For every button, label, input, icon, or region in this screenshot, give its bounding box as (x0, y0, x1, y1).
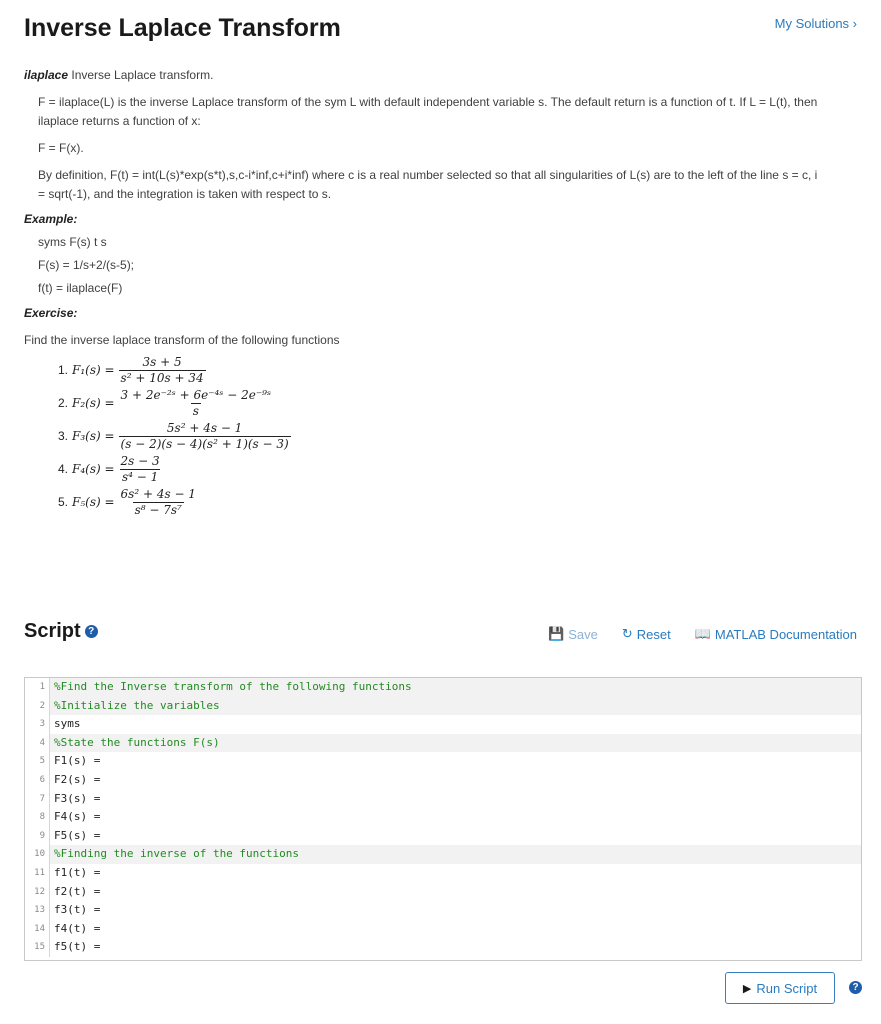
exercise-number: 3. (58, 429, 69, 443)
denominator: s² + 10s + 34 (120, 371, 204, 385)
denominator: (s − 2)(s − 4)(s² + 1)(s − 3) (120, 437, 289, 451)
run-script-label: Run Script (756, 980, 818, 996)
code-text[interactable]: f4(t) = (54, 921, 101, 935)
play-icon: ▶ (742, 982, 752, 995)
run-script-button[interactable] (725, 972, 835, 1004)
code-text[interactable]: f2(t) = (54, 884, 101, 898)
numerator: 3s + 5 (142, 355, 182, 369)
code-line[interactable] (25, 771, 861, 790)
fraction (119, 455, 162, 484)
exercise-lhs: F₅(s) = (72, 495, 115, 509)
script-title (24, 620, 98, 643)
code-line[interactable] (25, 901, 861, 920)
intro-line (24, 66, 824, 85)
function-description: Inverse Laplace transform. (68, 68, 214, 82)
numerator: 3 + 2e⁻²ˢ + 6e⁻⁴ˢ − 2e⁻⁹ˢ (120, 388, 272, 402)
code-text[interactable]: f3(t) = (54, 903, 101, 917)
line-number: 12 (25, 883, 50, 902)
save-button[interactable] (548, 626, 598, 642)
floppy-disk-icon: 💾 (548, 626, 565, 641)
code-text[interactable]: F2(s) = (54, 772, 101, 786)
code-text[interactable]: f1(t) = (54, 865, 101, 879)
example-line: F(s) = 1/s+2/(s-5); (38, 258, 135, 272)
line-number: 6 (25, 771, 50, 790)
line-number: 5 (25, 752, 50, 771)
code-editor[interactable] (24, 677, 862, 961)
exercise-lhs: F₂(s) = (72, 396, 115, 410)
code-text[interactable]: F5(s) = (54, 828, 101, 842)
problem-description (24, 66, 824, 521)
line-number: 14 (25, 920, 50, 939)
exercise-number: 2. (58, 396, 69, 410)
line-number: 11 (25, 864, 50, 883)
matlab-documentation-button[interactable] (695, 626, 857, 642)
exercise-list (58, 356, 824, 517)
my-solutions-link[interactable]: My Solutions › (774, 16, 857, 31)
line-number: 13 (25, 901, 50, 920)
line-number: 2 (25, 697, 50, 716)
exercise-number: 1. (58, 363, 69, 377)
line-number: 8 (25, 808, 50, 827)
code-line[interactable] (25, 734, 861, 753)
code-text[interactable]: %Find the Inverse transform of the following functions (50, 678, 861, 697)
save-label: Save (568, 626, 598, 642)
exercise-label: Exercise: (24, 306, 78, 320)
code-line[interactable] (25, 864, 861, 883)
exercise-number: 5. (58, 495, 69, 509)
function-name: ilaplace (24, 68, 69, 82)
exercise-lhs: F₃(s) = (72, 429, 115, 443)
code-text[interactable]: syms (54, 717, 81, 731)
code-line[interactable] (25, 845, 861, 864)
exercise-item (58, 389, 824, 418)
line-number: 7 (25, 790, 50, 809)
header (24, 14, 857, 54)
code-text[interactable]: F1(s) = (54, 754, 101, 768)
exercise-item (58, 455, 824, 484)
code-line[interactable] (25, 808, 861, 827)
reset-button[interactable] (622, 626, 671, 642)
code-line[interactable] (25, 938, 861, 957)
code-line[interactable] (25, 697, 861, 716)
intro-paragraph-1: F = ilaplace(L) is the inverse Laplace transform of the sym L with default independent variable s. The default return is a function of t. If L = L(t), then ilaplace returns a function of x: (38, 95, 818, 128)
code-line[interactable] (25, 715, 861, 734)
exercise-item (58, 422, 824, 451)
exercise-lhs: F₁(s) = (72, 363, 115, 377)
numerator: 6s² + 4s − 1 (120, 487, 196, 501)
code-text[interactable]: %State the functions F(s) (50, 734, 861, 753)
code-line[interactable] (25, 920, 861, 939)
run-help-icon[interactable]: ? (849, 981, 862, 994)
help-icon[interactable]: ? (85, 625, 98, 638)
intro-paragraph-2: By definition, F(t) = int(L(s)*exp(s*t),s,c-i*inf,c+i*inf) where c is a real number selected so that all singularities of L(s) are to the left of the line s = c, i = sqrt(-1), and the integration is taken with respect to s. (38, 168, 818, 201)
fraction (119, 422, 291, 451)
line-number: 4 (25, 734, 50, 753)
code-text[interactable]: %Initialize the variables (50, 697, 861, 716)
line-number: 10 (25, 845, 50, 864)
exercise-item (58, 356, 824, 385)
code-text[interactable]: F3(s) = (54, 791, 101, 805)
denominator: s (192, 404, 199, 418)
example-line: syms F(s) t s (38, 235, 107, 249)
fraction (119, 389, 273, 418)
code-text[interactable]: f5(t) = (54, 940, 101, 954)
code-line[interactable] (25, 678, 861, 697)
code-line[interactable] (25, 883, 861, 902)
reset-label: Reset (636, 626, 671, 642)
example-label: Example: (24, 212, 78, 226)
numerator: 2s − 3 (120, 454, 160, 468)
fraction (119, 488, 198, 517)
page-title: Inverse Laplace Transform (24, 14, 341, 42)
code-line[interactable] (25, 790, 861, 809)
script-toolbar (24, 620, 857, 650)
line-number: 3 (25, 715, 50, 734)
script-title-text: Script (24, 620, 81, 642)
script-tools (524, 626, 857, 642)
exercise-item (58, 488, 824, 517)
example-code (24, 233, 824, 298)
line-number: 9 (25, 827, 50, 846)
exercise-lhs: F₄(s) = (72, 462, 115, 476)
reset-icon: ↻ (621, 626, 633, 641)
exercise-number: 4. (58, 462, 69, 476)
numerator: 5s² + 4s − 1 (166, 421, 243, 435)
code-line[interactable] (25, 752, 861, 771)
denominator: s⁴ − 1 (121, 470, 159, 484)
book-icon: 📖 (694, 626, 711, 641)
code-text[interactable]: F4(s) = (54, 810, 101, 824)
fraction (119, 356, 206, 385)
code-text[interactable]: %Finding the inverse of the functions (50, 845, 861, 864)
intro-equation: F = F(x). (38, 141, 84, 155)
exercise-prompt: Find the inverse laplace transform of the following functions (24, 333, 340, 347)
code-line[interactable] (25, 827, 861, 846)
line-number: 15 (25, 938, 50, 957)
denominator: s⁸ − 7s⁷ (134, 503, 182, 517)
example-line: f(t) = ilaplace(F) (38, 281, 123, 295)
docs-label: MATLAB Documentation (714, 626, 857, 642)
line-number: 1 (25, 678, 50, 697)
